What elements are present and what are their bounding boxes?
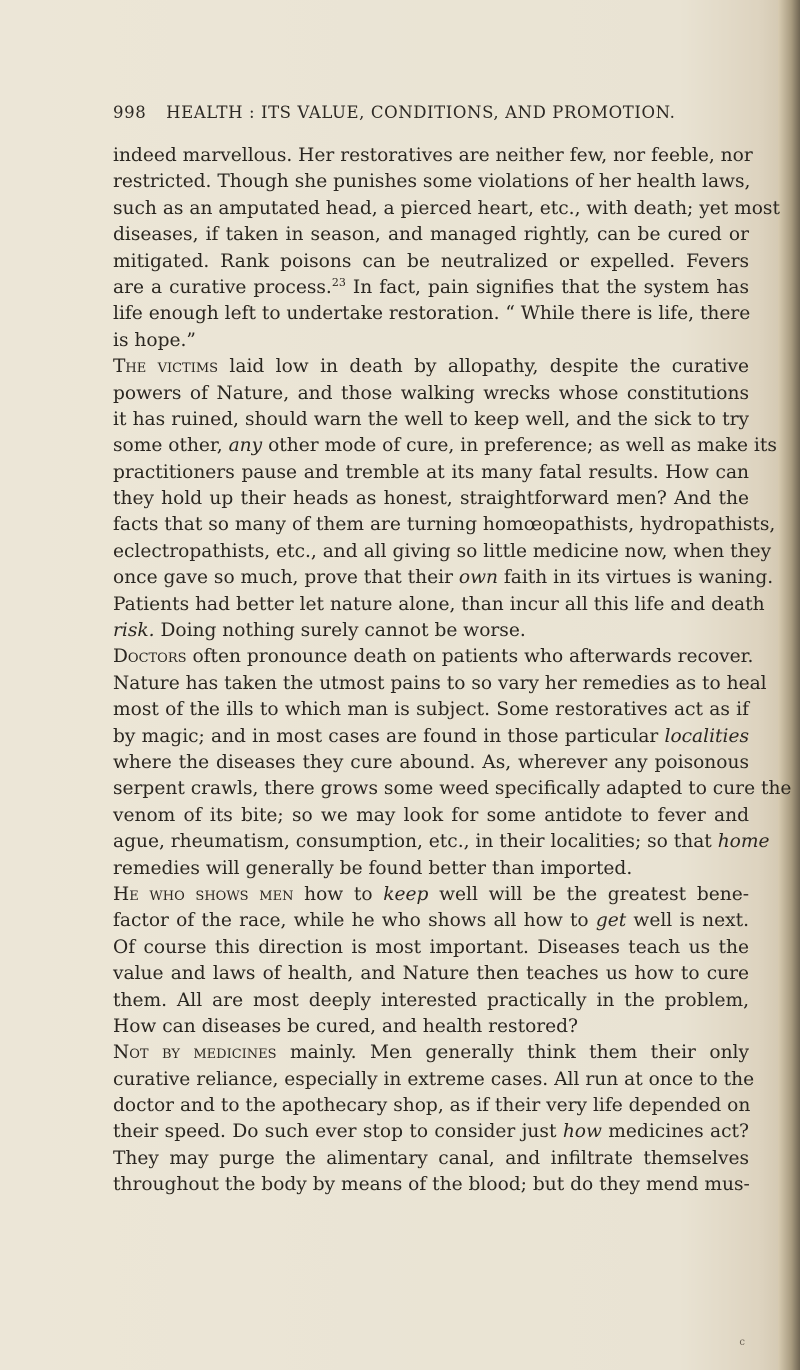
text-line [113, 618, 749, 644]
text-segment: get [595, 910, 627, 932]
text-line [113, 328, 749, 354]
text-line [113, 486, 749, 512]
text-segment: faith in its virtues is waning. [497, 567, 774, 589]
text-segment: throughout the body by means of the blood; but do they mend mus- [113, 1174, 750, 1196]
text-line [113, 908, 749, 934]
text-line [113, 592, 765, 618]
text-segment: some other, [113, 435, 229, 457]
text-line [113, 222, 749, 248]
text-line [113, 565, 774, 591]
text-segment: powers of Nature, and those walking wrecks whose constitutions [113, 382, 749, 404]
text-segment: remedies will generally be found better than imported. [113, 857, 633, 879]
text-segment: ague, rheumatism, consumption, etc., in their localities; so that [113, 831, 718, 853]
text-segment: own [458, 567, 498, 589]
text-line [113, 988, 749, 1014]
text-line [113, 1146, 749, 1172]
text-segment: well is next. [626, 910, 749, 932]
text-line [113, 301, 749, 327]
text-line [113, 249, 749, 275]
text-line [113, 1093, 749, 1119]
text-segment: indeed marvellous. Her restoratives are neither few, nor feeble, nor [113, 145, 753, 166]
text-segment: such as an amputated head, a pierced heart, etc., with death; yet most [113, 197, 780, 219]
text-segment: factor of the race, while he who shows all how to [113, 910, 596, 932]
footer-mark: c [739, 1337, 745, 1348]
text-segment: Not by medicines [113, 1042, 277, 1064]
text-segment: they hold up their heads as honest, straightforward men? And the [113, 488, 749, 510]
text-line [113, 143, 753, 169]
text-segment: Nature has taken the utmost pains to so vary her remedies as to heal [113, 672, 767, 694]
text-segment: value and laws of health, and Nature then teaches us how to cure [113, 963, 749, 985]
text-segment: How can diseases be cured, and health restored? [113, 1015, 579, 1037]
page-binding-edge [778, 0, 800, 1370]
text-line [113, 381, 749, 407]
text-line [113, 1040, 749, 1066]
text-line [113, 407, 749, 433]
text-segment: other mode of cure, in preference; as well as make its [262, 435, 777, 457]
text-line [113, 776, 792, 802]
text-line [113, 1014, 749, 1040]
text-line [113, 750, 749, 776]
text-segment: how [562, 1121, 602, 1143]
text-line [113, 671, 767, 697]
text-segment: In fact, pain signifies that the system has [345, 276, 750, 298]
text-segment: practitioners pause and tremble at its many fatal results. How can [113, 461, 749, 483]
running-header [113, 103, 733, 122]
text-segment: it has ruined, should warn the well to keep well, and the sick to try [113, 408, 749, 430]
text-segment: any [228, 435, 263, 457]
text-segment: diseases, if taken in season, and managed rightly, can be cured or [113, 224, 749, 246]
text-segment: often pronounce death on patients who afterwards recover. [186, 646, 754, 668]
text-segment: their speed. Do such ever stop to consider just [113, 1121, 563, 1143]
text-segment: are a curative process. [113, 276, 332, 298]
footnote-ref: 23 [331, 275, 346, 289]
text-segment: facts that so many of them are turning homœopathists, hydropathists, [113, 514, 776, 536]
text-segment: Doctors [113, 646, 187, 668]
text-segment: once gave so much, prove that their [113, 567, 459, 589]
text-segment: serpent crawls, there grows some weed specifically adapted to cure the [113, 778, 792, 800]
text-line [113, 961, 749, 987]
text-segment: mainly. Men generally think them their only [276, 1042, 749, 1064]
text-line [113, 354, 749, 380]
body-text [113, 143, 792, 1199]
text-segment: Of course this direction is most important. Diseases teach us the [113, 936, 749, 958]
text-segment: doctor and to the apothecary shop, as if their very life depended on [113, 1095, 751, 1117]
text-line [113, 1119, 749, 1145]
running-title: HEALTH : ITS VALUE, CONDITIONS, AND PROMOTION. [166, 103, 676, 122]
text-segment: medicines act? [601, 1121, 749, 1143]
text-segment: restricted. Though she punishes some violations of her health laws, [113, 171, 751, 193]
text-line [113, 433, 777, 459]
text-line [113, 539, 772, 565]
text-line [113, 512, 776, 538]
text-segment: curative reliance, especially in extreme cases. All run at once to the [113, 1068, 755, 1090]
text-line [113, 882, 749, 908]
text-line [113, 856, 749, 882]
text-segment: venom of its bite; so we may look for some antidote to fever and [113, 804, 749, 826]
text-line [113, 644, 754, 670]
text-segment: where the diseases they cure abound. As, wherever any poisonous [113, 751, 749, 773]
text-segment: by magic; and in most cases are found in those particular [113, 725, 665, 747]
text-segment: how to [293, 883, 384, 905]
text-segment: laid low in death by allopathy, despite the curative [218, 356, 749, 378]
text-line [113, 697, 749, 723]
text-segment: eclectropathists, etc., and all giving so little medicine now, when they [113, 540, 772, 562]
text-line [113, 275, 749, 301]
text-segment: localities [664, 725, 749, 747]
page-number: 998 [113, 103, 147, 122]
text-line [113, 803, 749, 829]
text-segment: most of the ills to which man is subject. Some restoratives act as if [113, 699, 749, 721]
text-segment: They may purge the alimentary canal, and infiltrate themselves [113, 1147, 749, 1169]
text-segment: He who shows men [113, 883, 294, 905]
text-segment: Patients had better let nature alone, than incur all this life and death [113, 593, 765, 615]
text-segment: mitigated. Rank poisons can be neutralized or expelled. Fevers [113, 250, 749, 272]
text-line [113, 724, 749, 750]
text-segment: home [717, 831, 770, 853]
text-line [113, 1067, 755, 1093]
text-segment: well will be the greatest bene- [428, 883, 749, 905]
text-line [113, 935, 749, 961]
text-line [113, 829, 770, 855]
text-line [113, 169, 749, 195]
text-line [113, 196, 780, 222]
text-segment: them. All are most deeply interested practically in the problem, [113, 989, 749, 1011]
text-line [113, 1172, 749, 1198]
text-segment: life enough left to undertake restoration. “ While there is life, there [113, 303, 751, 325]
text-segment: The victims [113, 356, 219, 378]
text-segment: keep [383, 883, 429, 905]
text-segment: Doing nothing surely cannot be worse. [154, 620, 526, 642]
text-segment: risk. [113, 620, 155, 642]
text-line [113, 460, 749, 486]
text-segment: is hope.” [113, 329, 196, 351]
